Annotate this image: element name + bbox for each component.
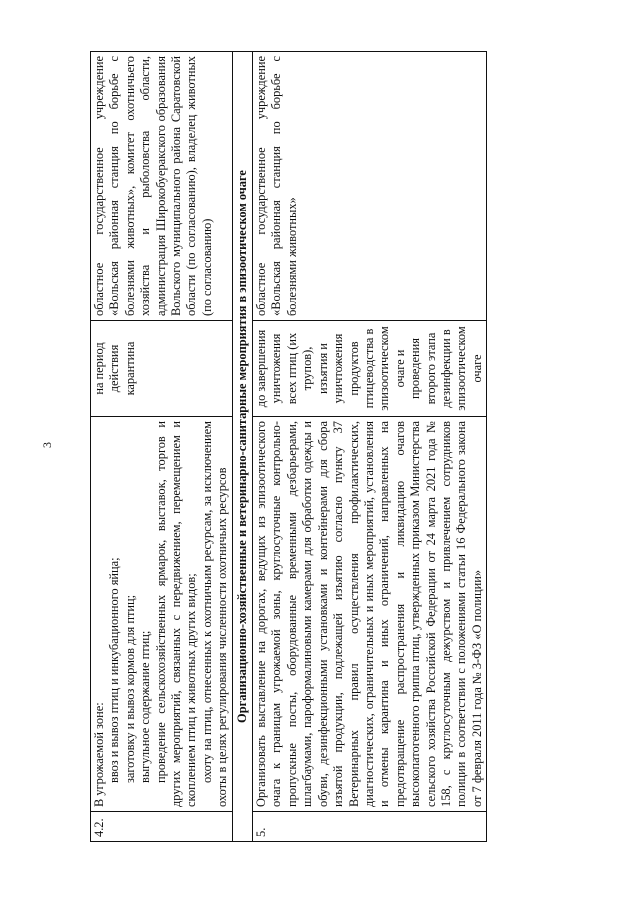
row-number: 4.2. [91,812,233,842]
page-number: 3 [40,442,54,448]
section-title: Организационно-хозяйственные и ветеринарно-санитарные мероприятия в эпизоотическом очаге [232,52,252,842]
measure-cell [91,417,233,812]
row-number: 5. [253,812,487,842]
table-row [91,52,233,842]
responsible-cell: областное государственное учреждение «Вольская районная станция по борьбе с болезнями животных» [253,52,487,321]
measure-item: заготовку и вывоз кормов для птиц; [122,594,137,783]
document-page [90,52,487,842]
measures-table [90,51,487,842]
measure-item: выгульное содержание птиц; [138,630,153,783]
measure-item: проведение сельскохозяйственных ярмарок, выставок, торгов и других мероприятий, связанных с передвижением, перемещением и скоплением птиц и животных других видов; [153,421,199,807]
period-cell: до завершения уничтожения всех птиц (их трупов), изъятия и уничтожения продуктов птицеводства в эпизоотическом очаге и проведения второго этапа дезинфекции в эпизоотическом очаге [253,321,487,417]
measure-cell: Организовать выставление на дорогах, ведущих из эпизоотического очага к границам угрожаемой зоны, круглосуточные контрольно-пропускные посты, оборудованные временными дезбарьерами, шлагбаумами, пароформалиновыми камерами для обработки одежды и обуви, дезинфекционными установками и контейнерами для сбора изъятой продукции, подлежащей изъятию согласно пункту 37 Ветеринарных правил осуществления профилактических, диагностических, ограничительных и иных мероприятий, установления и отмены карантина и иных ограничений, направленных на предотвращение распространения и ликвидацию очагов высокопатогенного гриппа птиц, утвержденных приказом Министерства сельского хозяйства Российской Федерации от 24 марта 2021 года № 158, с круглосуточным дежурством и привлечением сотрудников полиции в соответствии с положениями статьи 16 Федерального закона от 7 февраля 2011 года № 3-ФЗ «О полиции» [253,417,487,812]
table-row [253,52,487,842]
measure-intro: В угрожаемой зоне: [92,702,106,807]
section-row [232,52,252,842]
measure-item: охоту на птиц, отнесенных к охотничьим ресурсам, за исключением охоты в целях регулирования численности охотничьих ресурсов [199,421,230,807]
responsible-cell: областное государственное учреждение «Вольская районная станция по борьбе с болезнями животных», комитет охотничьего хозяйства и рыболовства области, администрация Широкобуеракского образования Вольского муниципального района Саратовской области (по согласованию), владелец животных (по согласованию) [91,52,233,321]
period-cell: на период действия карантина [91,321,233,417]
measure-item: ввоз и вывоз птиц и инкубационного яйца; [107,557,122,783]
